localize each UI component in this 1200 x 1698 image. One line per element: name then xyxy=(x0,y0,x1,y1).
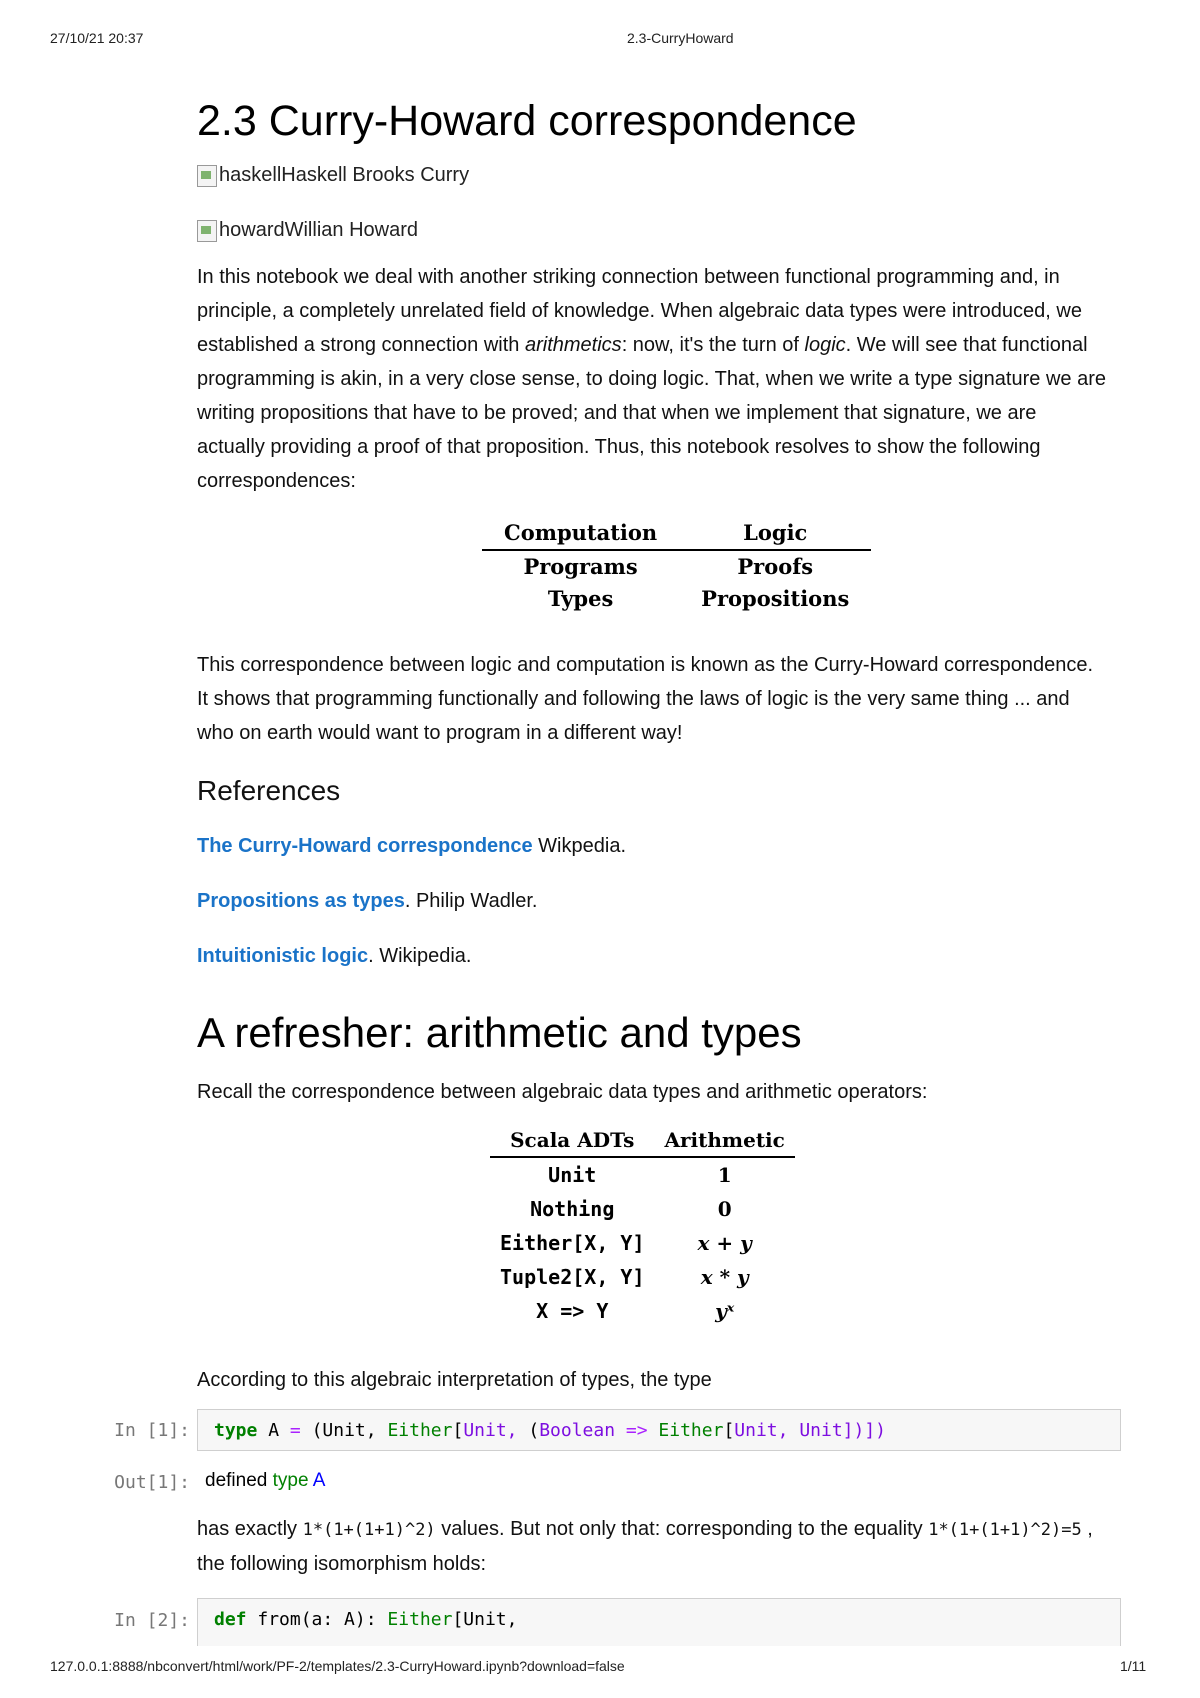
table-row xyxy=(482,583,871,615)
table-row xyxy=(490,1260,795,1294)
correspondence-paragraph: This correspondence between logic and computation is known as the Curry-Howard correspondence. It shows that programming functionally and following the laws of logic is the very same thing ... and who on earth would want to program in a different way! xyxy=(197,654,1094,744)
image-alt: haskell xyxy=(219,164,282,186)
table-row xyxy=(482,550,871,583)
table-row xyxy=(490,1157,795,1192)
section-intro: Recall the correspondence between algebraic data types and arithmetic operators: xyxy=(197,1081,928,1103)
intro-paragraph: In this notebook we deal with another striking connection between functional programming and, in principle, a completely unrelated field of knowledge. When algebraic data types were introduced, we established a strong connection with arithmetics: now, it's the turn of logic. We will see that functional programming is akin, in a very close sense, to doing logic. That, when we write a type signature we are writing propositions that have to be proved; and that when we implement that signature, we are actually providing a proof of that proposition. Thus, this notebook resolves to show the following correspondences: xyxy=(197,266,1106,492)
table-row xyxy=(490,1226,795,1260)
emphasis-logic: logic xyxy=(804,334,846,356)
output-prompt: Out[1]: xyxy=(114,1472,190,1493)
code-line: def from(a: A): Either[Unit, xyxy=(214,1609,518,1630)
emphasis-arithmetics: arithmetics xyxy=(524,334,622,356)
howard-image xyxy=(197,219,418,242)
table-cell: Nothing xyxy=(530,1197,615,1221)
reference-link[interactable]: Propositions as types xyxy=(197,890,405,912)
table-cell: x * y xyxy=(700,1265,749,1289)
input-prompt: In [1]: xyxy=(114,1420,190,1441)
adt-table xyxy=(490,1126,795,1328)
cell-output: defined type A xyxy=(205,1470,326,1491)
input-prompt: In [2]: xyxy=(114,1610,190,1631)
table-cell: Proofs xyxy=(737,554,814,579)
table-cell: Tuple2[X, Y] xyxy=(500,1265,645,1289)
print-datetime: 27/10/21 20:37 xyxy=(50,30,144,46)
inline-code: 1*(1+(1+1)^2) xyxy=(302,1520,436,1540)
reference-link[interactable]: Intuitionistic logic xyxy=(197,945,369,967)
image-caption: Willian Howard xyxy=(284,219,418,241)
table-cell: Unit xyxy=(548,1163,597,1187)
after-table-text: According to this algebraic interpretation of types, the type xyxy=(197,1369,712,1391)
table-cell: x + y xyxy=(697,1231,752,1255)
page-title: 2.3 Curry-Howard correspondence xyxy=(197,97,857,145)
isomorphism-paragraph: has exactly 1*(1+(1+1)^2) values. But not only that: corresponding to the equality 1*(1+(1+1)^2)=5 , the following isomorphism holds: xyxy=(197,1518,1093,1575)
table-cell: 0 xyxy=(717,1197,732,1221)
reference-link[interactable]: The Curry-Howard correspondence xyxy=(197,835,533,857)
table-cell: X => Y xyxy=(536,1299,609,1323)
print-title: 2.3-CurryHoward xyxy=(627,30,734,46)
table-header: Scala ADTs xyxy=(490,1126,655,1157)
table-header: Arithmetic xyxy=(655,1126,795,1157)
references-heading: References xyxy=(197,775,341,806)
broken-image-icon xyxy=(197,165,217,187)
table-cell: yˣ xyxy=(715,1299,735,1323)
table-cell: 1 xyxy=(717,1163,732,1187)
image-caption: Haskell Brooks Curry xyxy=(281,164,470,186)
table-cell: Either[X, Y] xyxy=(500,1231,645,1255)
correspondence-table xyxy=(482,518,871,615)
haskell-image xyxy=(197,164,469,187)
table-header: Computation xyxy=(482,518,679,550)
image-alt: howard xyxy=(219,219,285,241)
table-row xyxy=(490,1192,795,1226)
table-cell: Programs xyxy=(523,554,638,579)
broken-image-icon xyxy=(197,220,217,242)
print-url: 127.0.0.1:8888/nbconvert/html/work/PF-2/templates/2.3-CurryHoward.ipynb?download=false xyxy=(50,1658,625,1674)
table-row xyxy=(490,1294,795,1328)
code-line: type A = (Unit, Either[Unit, (Boolean => Either[Unit, Unit])]) xyxy=(214,1420,887,1441)
table-cell: Types xyxy=(547,586,614,611)
table-header: Logic xyxy=(679,518,871,550)
inline-code: 1*(1+(1+1)^2)=5 xyxy=(928,1520,1082,1540)
print-page-number: 1/11 xyxy=(1120,1658,1147,1674)
table-cell: Propositions xyxy=(701,586,850,611)
table-header-row xyxy=(482,518,871,550)
reference-item: Propositions as types. Philip Wadler. xyxy=(197,890,538,912)
section-title: A refresher: arithmetic and types xyxy=(197,1009,802,1056)
reference-item: The Curry-Howard correspondence Wikpedia. xyxy=(197,835,626,857)
reference-item: Intuitionistic logic. Wikipedia. xyxy=(197,945,472,967)
table-header-row xyxy=(490,1126,795,1157)
